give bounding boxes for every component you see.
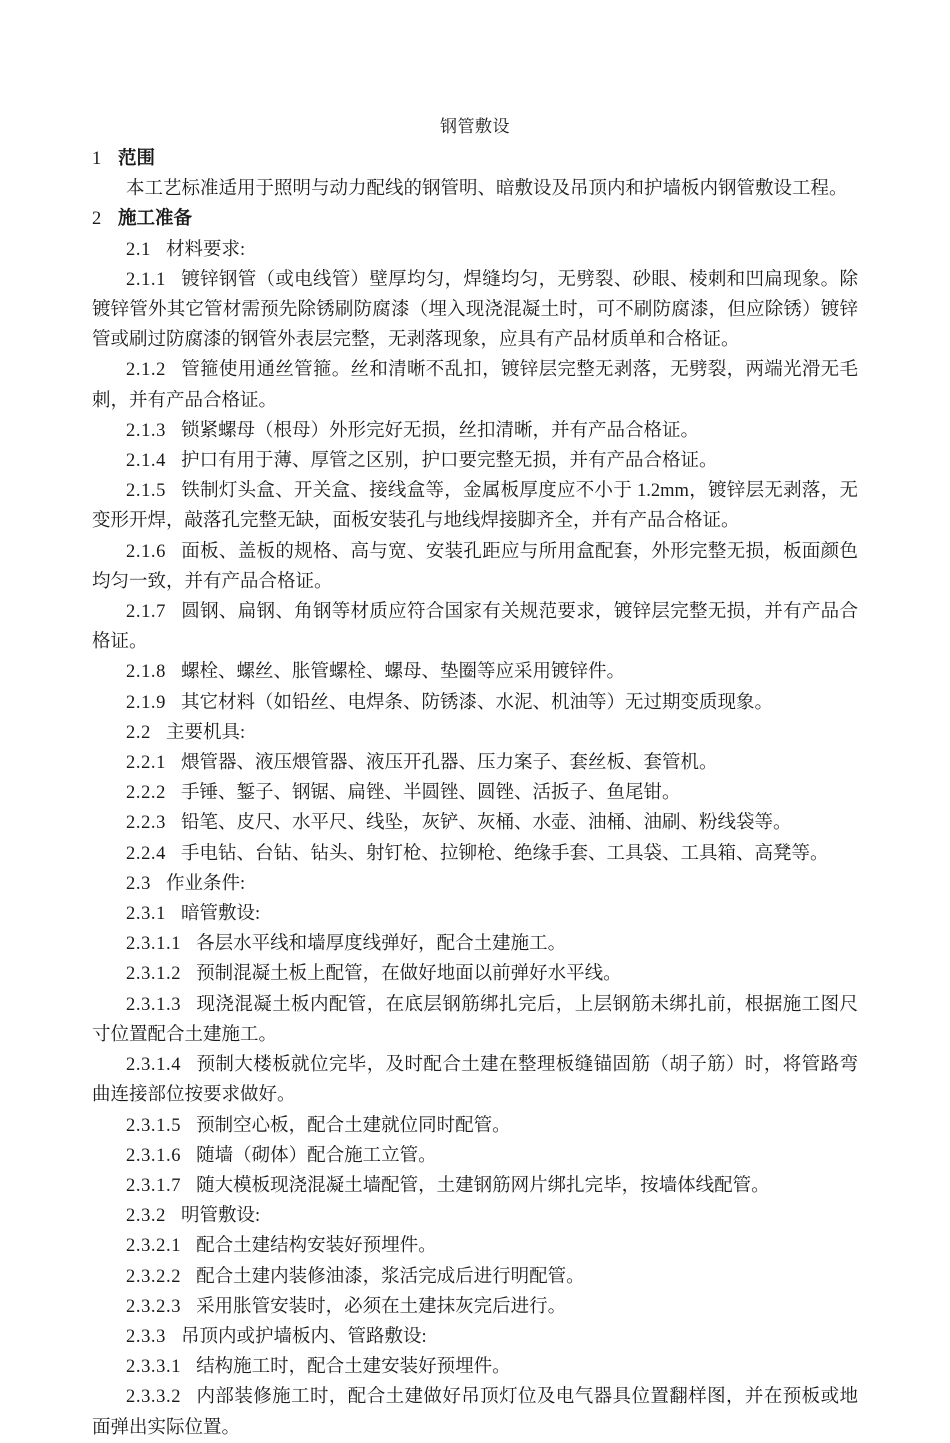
list-item [92,355,858,415]
list-item [92,688,858,718]
item-text: 护口有用于薄、厚管之区别，护口要完整无损，并有产品合格证。 [181,451,718,472]
page-title: 钢管敷设 [440,117,510,136]
item-text: 螺栓、螺丝、胀管螺栓、螺母、垫圈等应采用镀锌件。 [181,662,626,683]
item-text: 锁紧螺母（根母）外形完好无损，丝扣清晰，并有产品合格证。 [181,420,700,441]
item-text: 圆钢、扁钢、角钢等材质应符合国家有关规范要求，镀锌层完整无损，并有产品合格证。 [92,602,858,653]
list-item [92,990,858,1050]
list-item [92,778,858,808]
item-text: 随墙（砌体）配合施工立管。 [196,1145,437,1166]
list-item [92,1352,858,1382]
list-item [92,1262,858,1292]
subsection-heading-2-3-1 [92,899,858,929]
item-text: 现浇混凝土板内配管，在底层钢筋绑扎完后，上层钢筋未绑扎前，根据施工图尺寸位置配合土建施工。 [92,994,858,1045]
subsection-heading-2-3 [92,869,858,899]
item-text: 管箍使用通丝管箍。丝和清晰不乱扣，镀锌层完整无剥落，无劈裂，两端光滑无毛刺，并有产品合格证。 [92,360,858,411]
item-number: 2.3.2.1 [126,1236,182,1257]
list-item [92,476,858,536]
item-number: 2.3.2.3 [126,1296,182,1317]
subsection-title-2-3-1: 暗管敷设: [181,904,261,925]
subsection-number-2-3: 2.3 [126,873,151,894]
list-item [92,446,858,476]
subsection-heading-2-3-3 [92,1322,858,1352]
list-item [92,748,858,778]
item-text: 煨管器、液压煨管器、液压开孔器、压力案子、套丝板、套管机。 [181,753,718,774]
list-item [92,1141,858,1171]
item-number: 2.1.7 [126,602,166,623]
list-item [92,1111,858,1141]
item-number: 2.3.1.3 [126,994,182,1015]
list-item [92,265,858,356]
subsection-number-2-3-2: 2.3.2 [126,1206,166,1227]
item-number: 2.2.2 [126,783,166,804]
item-number: 2.3.1.6 [126,1145,182,1166]
item-text: 手锤、錾子、钢锯、扁锉、半圆锉、圆锉、活扳子、鱼尾钳。 [181,783,681,804]
item-number: 2.2.3 [126,813,166,834]
item-text: 预制混凝土板上配管，在做好地面以前弹好水平线。 [196,964,622,985]
item-number: 2.3.1.5 [126,1115,182,1136]
item-number: 2.2.4 [126,843,166,864]
section-heading-2 [92,204,858,234]
section-body-1: 本工艺标准适用于照明与动力配线的钢管明、暗敷设及吊顶内和护墙板内钢管敷设工程。 [126,179,848,200]
item-text: 铅笔、皮尺、水平尺、线坠，灰铲、灰桶、水壶、油桶、油刷、粉线袋等。 [181,813,792,834]
subsection-title-2-3-3: 吊顶内或护墙板内、管路敷设: [181,1326,427,1347]
subsection-title-2-2: 主要机具: [165,722,246,743]
subsection-number-2-2: 2.2 [126,722,151,743]
item-text: 结构施工时，配合土建安装好预埋件。 [196,1357,511,1378]
list-item [92,537,858,597]
item-text: 镀锌钢管（或电线管）壁厚均匀，焊缝均匀，无劈裂、砂眼、棱刺和凹扁现象。除镀锌管外其它管材需预先除锈刷防腐漆（埋入现浇混凝土时，可不刷防腐漆，但应除锈）镀锌管或刷过防腐漆的钢管外表层完整，无剥落现象，应具有产品材质单和合格证。 [92,269,858,351]
list-item [92,657,858,687]
item-number: 2.3.1.2 [126,964,182,985]
list-item [92,959,858,989]
item-text: 预制空心板，配合土建就位同时配管。 [196,1115,511,1136]
item-number: 2.3.3.1 [126,1357,182,1378]
list-item [92,597,858,657]
item-number: 2.1.2 [126,360,166,381]
item-text: 面板、盖板的规格、高与宽、安装孔距应与所用盒配套，外形完整无损，板面颜色均匀一致，并有产品合格证。 [92,541,858,592]
item-number: 2.1.4 [126,451,166,472]
list-item [92,808,858,838]
item-text: 随大模板现浇混凝土墙配管，土建钢筋网片绑扎完毕，按墙体线配管。 [196,1175,770,1196]
section-heading-1 [92,144,858,174]
item-number: 2.3.1.4 [126,1055,182,1076]
subsection-heading-2-3-2 [92,1201,858,1231]
list-item [92,1382,858,1442]
list-item [92,1171,858,1201]
subsection-number-2-1: 2.1 [126,239,151,260]
subsection-heading-2-2 [92,718,858,748]
item-number: 2.3.3.2 [126,1387,182,1408]
item-text: 内部装修施工时，配合土建做好吊顶灯位及电气器具位置翻样图，并在预板或地面弹出实际位置。 [92,1387,858,1438]
item-text: 预制大楼板就位完毕，及时配合土建在整理板缝锚固筋（胡子筋）时，将管路弯曲连接部位按要求做好。 [92,1055,858,1106]
list-item [92,1292,858,1322]
list-item [92,839,858,869]
item-text: 各层水平线和墙厚度线弹好，配合土建施工。 [196,934,567,955]
list-item [92,1050,858,1110]
item-number: 2.3.2.2 [126,1266,182,1287]
list-item [92,929,858,959]
item-text: 配合土建内装修油漆，浆活完成后进行明配管。 [196,1266,585,1287]
subsection-title-2-3-2: 明管敷设: [181,1206,261,1227]
subsection-number-2-3-1: 2.3.1 [126,904,166,925]
item-text: 其它材料（如铅丝、电焊条、防锈漆、水泥、机油等）无过期变质现象。 [181,692,774,713]
subsection-heading-2-1 [92,235,858,265]
item-number: 2.3.1.1 [126,934,182,955]
item-text: 铁制灯头盒、开关盒、接线盒等，金属板厚度应不小于 1.2mm，镀锌层无剥落，无变形开焊，敲落孔完整无缺，面板安装孔与地线焊接脚齐全，并有产品合格证。 [92,481,858,532]
item-number: 2.1.6 [126,541,166,562]
item-number: 2.1.8 [126,662,166,683]
section-number-1: 1 [92,149,102,169]
item-number: 2.3.1.7 [126,1175,182,1196]
item-number: 2.1.3 [126,420,166,441]
section-title-2: 施工准备 [118,209,193,230]
list-item [92,1231,858,1261]
list-item [92,416,858,446]
item-text: 配合土建结构安装好预埋件。 [196,1236,437,1257]
subsection-number-2-3-3: 2.3.3 [126,1326,166,1347]
subsection-title-2-3: 作业条件: [165,873,246,894]
subsection-title-2-1: 材料要求: [165,239,246,260]
item-text: 手电钻、台钻、钻头、射钉枪、拉铆枪、绝缘手套、工具袋、工具箱、高凳等。 [181,843,829,864]
section-number-2: 2 [92,209,102,230]
item-number: 2.1.1 [126,269,166,290]
item-number: 2.2.1 [126,753,166,774]
item-number: 2.1.9 [126,692,166,713]
item-number: 2.1.5 [126,481,166,502]
item-text: 采用胀管安装时，必须在土建抹灰完后进行。 [196,1296,567,1317]
section-title-1: 范围 [118,149,156,169]
